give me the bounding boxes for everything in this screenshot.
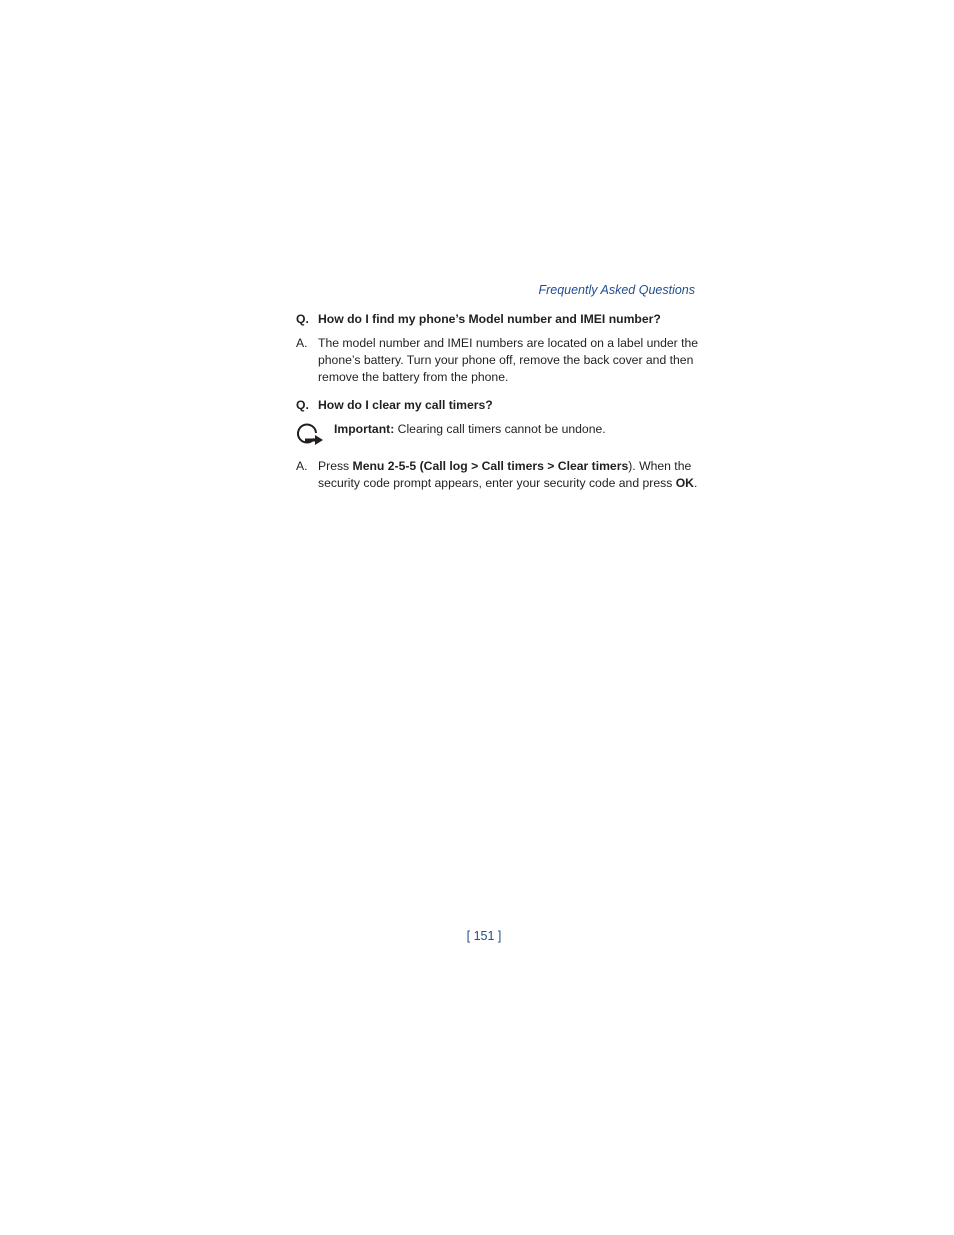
menu-path: Menu 2-5-5 <box>352 459 417 473</box>
menu-names: Call log > Call timers > Clear timers <box>423 459 629 473</box>
answer-text-part: ( <box>416 459 424 473</box>
question-text: How do I clear my call timers? <box>318 398 493 412</box>
answer-marker: A. <box>296 459 308 473</box>
question-marker: Q. <box>296 312 309 326</box>
question-text: How do I find my phone’s Model number and IMEI number? <box>318 312 661 326</box>
note-body: Clearing call timers cannot be undone. <box>394 422 606 436</box>
faq-content <box>296 311 700 492</box>
faq-answer-2 <box>296 458 700 492</box>
answer-text-part: . <box>693 476 698 490</box>
answer-text-part: ). When the security code prompt appears, enter your security code and press <box>318 459 692 490</box>
answer-text: The model number and IMEI numbers are located on a label under the phone’s battery. Turn your phone off, remove the back cover and then remove the battery from the phone. <box>318 336 699 384</box>
faq-question-2 <box>296 397 700 414</box>
running-header: Frequently Asked Questions <box>538 283 695 297</box>
important-note <box>296 421 700 443</box>
question-marker: Q. <box>296 398 309 412</box>
ok-key-label: OK <box>675 476 694 490</box>
answer-text-part: Press <box>318 459 353 473</box>
note-text <box>334 421 700 438</box>
note-label: Important: <box>334 422 395 436</box>
important-note-icon <box>296 421 334 443</box>
answer-marker: A. <box>296 336 308 350</box>
answer-text <box>318 458 700 492</box>
faq-question-1 <box>296 311 700 328</box>
faq-answer-1 <box>296 335 700 386</box>
page-number: [ 151 ] <box>466 929 502 943</box>
